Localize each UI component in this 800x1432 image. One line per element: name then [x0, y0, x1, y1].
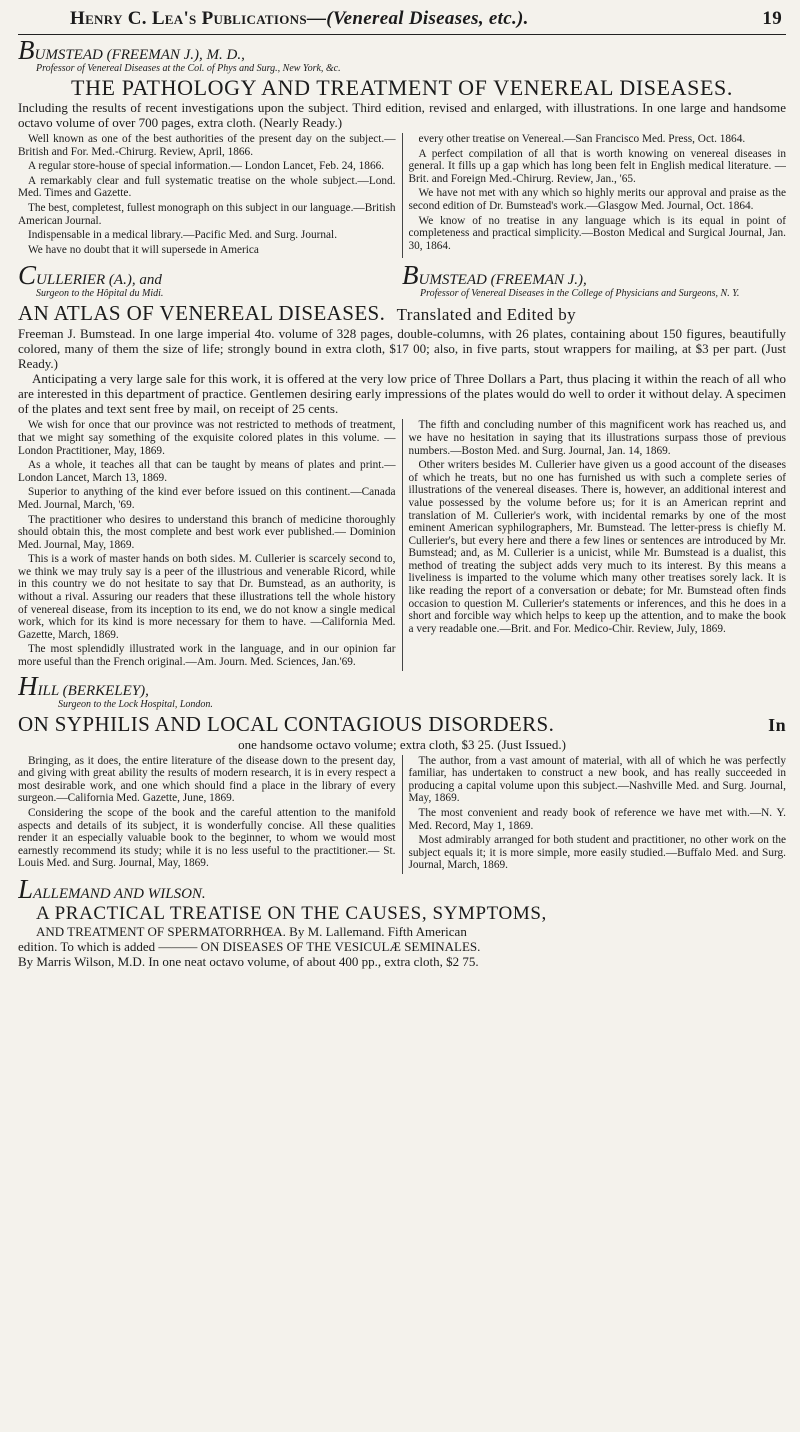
review-columns [18, 133, 786, 258]
running-head [18, 8, 786, 30]
review-columns [18, 755, 786, 874]
author-name: UMSTEAD (FREEMAN J.), M. D., [34, 47, 245, 63]
book-description-line: AND TREATMENT OF SPERMATORRHŒA. By M. Lallemand. Fifth American [36, 923, 467, 939]
review-quote: We have not met with any which so highly merits our approval and praise as the second edition of Dr. Bumstead's work.—Glasgow Med. Journal, Oct. 1864. [408, 187, 786, 212]
page-number: 19 [762, 8, 782, 29]
offer-notice: Anticipating a very large sale for this work, it is offered at the very low price of Three Dollars a Part, thus placing it within the reach of all who are interested in this department of practice. Gentlemen desiring early impressions of the plates would do well to order it without delay. A specimen of the plates and text sent free by mail, on receipt of 25 cents. [18, 371, 786, 417]
drop-initial: B [402, 260, 419, 291]
review-column-right [403, 755, 787, 874]
review-quote: The practitioner who desires to understand this branch of medicine thoroughly should obtain this, the most complete and best work ever published.— Dominion Med. Journal, May, 1869. [18, 513, 396, 551]
review-quote: The fifth and concluding number of this magnificent work has reached us, and we have no hesitation in saying that its illustrations surpass those of previous numbers.—Boston Med. and Surg. Journal, Jan. 14, 1869. [408, 419, 786, 457]
author-pair [18, 260, 786, 300]
book-title: ON SYPHILIS AND LOCAL CONTAGIOUS DISORDERS. [18, 711, 555, 736]
review-quote: Well known as one of the best authorities of the present day on the subject.—British and For. Med.-Chirurg. Review, April, 1866. [18, 133, 396, 158]
author-bumstead [402, 260, 786, 300]
header-rule [18, 34, 786, 35]
running-head-title [70, 8, 529, 30]
drop-initial: C [18, 260, 37, 291]
author-affiliation: Surgeon to the Lock Hospital, London. [58, 698, 213, 710]
review-quote: The author, from a vast amount of material, with all of which he was perfectly familiar, has undertaken to construct a new book, and has really succeeded in producing a capital volume upon this subject.—Nashville Med. and Surg. Journal, May, 1869. [408, 754, 786, 805]
author-affiliation: Professor of Venereal Diseases at the Col. of Phys and Surg., New York, &c. [36, 63, 341, 74]
book-description: Including the results of recent investigations upon the subject. Third edition, revised and enlarged, with illustrations. In one large and handsome octavo volume of over 700 pages, extra cloth. (Nearly Ready.) [18, 100, 786, 130]
author-cullerier [18, 260, 402, 300]
review-quote: A regular store-house of special information.— London Lancet, Feb. 24, 1866. [28, 160, 385, 173]
book-description: one handsome octavo volume; extra cloth, $3 25. (Just Issued.) [238, 736, 566, 752]
publisher-name: Henry C. Lea's Publications— [70, 8, 327, 29]
drop-initial: H [18, 670, 38, 701]
author-line [402, 260, 786, 291]
drop-initial: B [18, 35, 35, 65]
author-affiliation: Surgeon to the Hôpital du Midi. [36, 288, 164, 300]
entry-atlas-venereal [18, 260, 786, 670]
book-title-row [18, 301, 786, 326]
author-line [18, 260, 402, 291]
entry-hill-syphilis [18, 670, 786, 874]
book-title: A PRACTICAL TREATISE ON THE CAUSES, SYMPTOMS, [36, 902, 547, 924]
review-quote: A remarkably clear and full systematic treatise on the whole subject.—Lond. Med. Times and Gazette. [18, 174, 396, 200]
review-column-right [403, 133, 787, 258]
author-name: UMSTEAD (FREEMAN J.), [418, 272, 587, 289]
author-affiliation: Professor of Venereal Diseases in the College of Physicians and Surgeons, N. Y. [420, 288, 740, 300]
review-quote: The most convenient and ready book of reference we have met with.—N. Y. Med. Record, May 1, 1869. [408, 807, 786, 832]
review-column-left [18, 419, 403, 670]
review-quote: Other writers besides M. Cullerier have given us a good account of the diseases of which he treats, but no one has furnished us with such a complete series of illustrations of the venereal diseases. There is, however, an additional interest and value possessed by the volume before us; for it is an American reprint and translation of M. Cullerier's work, with incidental remarks by one of the most eminent American syphilographers, Mr. Bumstead. The letter-press is chiefly M. Cullerier's, but every here and there a few lines or sentences are introduced by Mr. Bumstead; and, as M. Cullerier is a unicist, while Mr. Bumstead is a dualist, this method of treating the subject adds very much to its interest. By this means a liveliness is imparted to the volume which many other treatises sorely lack. It is like reading the report of a conversation or debate; for Mr. Bumstead often finds occasion to question M. Cullerier's statements or inferences, and this he does in a short and forcible way which helps to keep up the attention, and to make the book a very readable one.—Brit. and For. Medico-Chir. Review, July, 1869. [408, 459, 786, 635]
review-quote: every other treatise on Venereal.—San Francisco Med. Press, Oct. 1864. [418, 133, 746, 145]
review-column-right [403, 419, 787, 670]
review-quote: Bringing, as it does, the entire literature of the disease down to the present day, and giving with great ability the results of modern research, it is in every respect a most desirable work, and one which should find a place in the library of every surgeon.—California Med. Gazette, June, 1869. [18, 754, 396, 805]
review-column-left [18, 755, 403, 874]
review-quote: Superior to anything of the kind ever before issued on this continent.—Canada Med. Journal, March, '69. [18, 486, 396, 511]
book-title: THE PATHOLOGY AND TREATMENT OF VENEREAL DISEASES. [71, 75, 733, 100]
review-quote: The most splendidly illustrated work in the language, and in our opinion far more useful than the French original.—Am. Journ. Med. Sciences, Jan.'69. [18, 643, 396, 669]
review-quote: Indispensable in a medical library.—Pacific Med. and Surg. Journal. [28, 229, 338, 242]
author-line [18, 35, 786, 65]
review-quote: This is a work of master hands on both sides. M. Cullerier is scarcely second to, we think we may truly say is a peer of the illustrious and venerable Ricord, while in this country we do not hesitate to say that Dr. Bumstead, as an authority, is without a rival. Assuring our readers that these illustrations tell the whole history of venereal disease, from its inception to its end, we do not know a single medical work, which for its kind is more necessary for them to have. —California Med. Gazette, March, 1869. [18, 553, 396, 641]
subject-tag: (Venereal Diseases, etc.). [326, 8, 529, 29]
drop-initial: L [18, 873, 34, 904]
review-columns [18, 419, 786, 670]
catalog-page [18, 8, 786, 1424]
book-title-row [18, 712, 786, 737]
review-column-left [18, 133, 403, 258]
author-line [18, 670, 786, 701]
author-name: ALLEMAND AND WILSON. [33, 885, 206, 902]
book-description-line: edition. To which is added ——— ON DISEASES OF THE VESICULÆ SEMINALES. [18, 938, 481, 954]
review-quote: We know of no treatise in any language which is its equal in point of completeness and practical simplicity.—Boston Medical and Surgical Journal, Jan. 30, 1864. [408, 214, 786, 252]
author-name: ILL (BERKELEY), [37, 682, 149, 699]
author-line [18, 873, 786, 904]
book-description-line: By Marris Wilson, M.D. In one neat octavo volume, of about 400 pp., extra cloth, $2 75. [18, 953, 479, 969]
review-quote: A perfect compilation of all that is worth knowing on venereal diseases in general. It fills up a gap which has long been felt in English medical literature. —Brit. and Foreign Med.-Chirurg. Review, Jan., '65. [408, 147, 786, 185]
review-quote: Most admirably arranged for both student and practitioner, no other work on the subject equals it; it is more simple, more easily studied.—Buffalo Med. and Surg. Journal, March, 1869. [408, 834, 786, 872]
review-quote: The best, completest, fullest monograph on this subject in our language.—British American Journal. [18, 201, 396, 227]
author-name: ULLERIER (A.), and [36, 272, 162, 289]
book-title: AN ATLAS OF VENEREAL DISEASES. [18, 301, 386, 326]
book-description: Freeman J. Bumstead. In one large imperial 4to. volume of 328 pages, double-columns, with 26 plates, containing about 150 figures, beautifully colored, many of them the size of life; strongly bound in extra cloth, $17 00; also, in five parts, stout wrappers for mailing, at $3 per part. (Just Ready.) [18, 326, 786, 372]
book-title-end: In [768, 714, 786, 735]
review-quote: As a whole, it teaches all that can be taught by means of plates and print.—London Lancet, March 13, 1869. [18, 459, 396, 484]
review-quote: Considering the scope of the book and the careful attention to the manifold aspects and details of its subject, it is wonderfully concise. All these qualities render it an especially valuable book to the beginner, to whom we would most earnestly recommend its study; while it is no less useful to the practitioner.— St. Louis Med. and Surg. Journal, May, 1869. [18, 807, 396, 870]
review-quote: We have no doubt that it will supersede in America [28, 243, 259, 256]
review-quote: We wish for once that our province was not restricted to methods of treatment, that we might say something of the exquisite colored plates in this volume. —London Practitioner, May, 1869. [18, 419, 396, 457]
book-title-tail: Translated and Edited by [396, 305, 577, 325]
entry-bumstead-pathology [18, 35, 786, 258]
entry-lallemand-wilson [18, 873, 786, 969]
